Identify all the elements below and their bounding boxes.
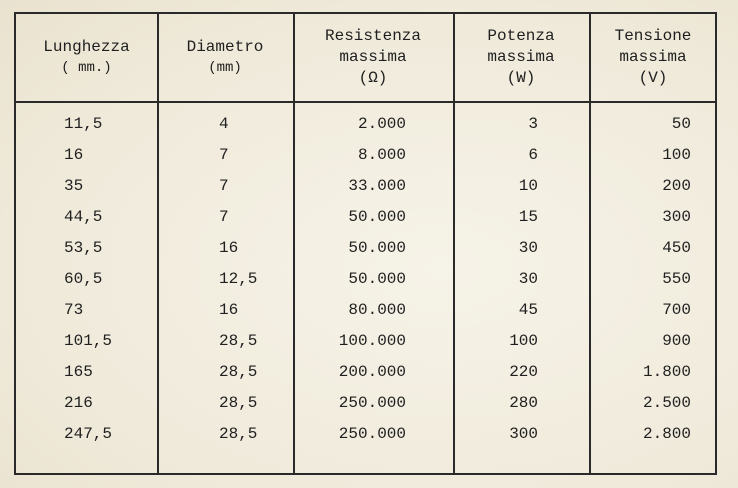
header-line: Lunghezza (43, 37, 130, 56)
cell-tensione: 200 (662, 177, 691, 195)
cell-tensione: 450 (662, 239, 691, 257)
header-line: massima (619, 48, 687, 66)
cell-diametro: 28,5 (219, 394, 258, 412)
cell-tensione: 50 (671, 115, 691, 133)
cell-resistenza: 50.000 (348, 270, 406, 288)
table-row (16, 177, 715, 208)
header-unit: ( mm.) (61, 59, 112, 76)
cell-diametro: 7 (219, 146, 229, 164)
cell-resistenza: 200.000 (338, 363, 406, 381)
cell-diametro: 28,5 (219, 332, 258, 350)
cell-resistenza: 33.000 (348, 177, 406, 195)
resistor-spec-table (14, 12, 717, 475)
header-divider (16, 101, 715, 103)
table-row (16, 425, 715, 456)
cell-lunghezza: 247,5 (64, 425, 113, 443)
cell-potenza: 15 (518, 208, 538, 226)
cell-potenza: 10 (518, 177, 538, 195)
cell-lunghezza: 73 (64, 301, 84, 319)
cell-potenza: 3 (528, 115, 538, 133)
cell-resistenza: 8.000 (357, 146, 406, 164)
cell-resistenza: 80.000 (348, 301, 406, 319)
table-row (16, 239, 715, 270)
header-line: Tensione (614, 27, 692, 45)
cell-diametro: 16 (219, 301, 239, 319)
cell-lunghezza: 44,5 (64, 208, 103, 226)
header-tensione (589, 14, 717, 101)
cell-resistenza: 250.000 (338, 394, 406, 412)
cell-tensione: 900 (662, 332, 691, 350)
header-unit: (mm) (208, 59, 242, 76)
header-unit: (Ω) (358, 69, 388, 87)
table-row (16, 270, 715, 301)
table-row (16, 115, 715, 146)
cell-lunghezza: 53,5 (64, 239, 103, 257)
cell-potenza: 280 (509, 394, 538, 412)
cell-tensione: 700 (662, 301, 691, 319)
cell-diametro: 7 (219, 177, 229, 195)
header-line: massima (487, 48, 555, 66)
table-row (16, 301, 715, 332)
cell-resistenza: 50.000 (348, 208, 406, 226)
header-diametro (157, 14, 293, 101)
header-line: Diametro (186, 37, 264, 56)
cell-diametro: 12,5 (219, 270, 258, 288)
header-resistenza (293, 14, 453, 101)
table-row (16, 332, 715, 363)
header-line: Potenza (487, 27, 555, 45)
table-body (16, 115, 715, 456)
cell-tensione: 2.800 (642, 425, 691, 443)
cell-potenza: 30 (518, 270, 538, 288)
header-line: massima (339, 48, 407, 66)
cell-resistenza: 50.000 (348, 239, 406, 257)
header-lunghezza (16, 14, 157, 101)
cell-lunghezza: 165 (64, 363, 93, 381)
cell-diametro: 16 (219, 239, 239, 257)
cell-tensione: 100 (662, 146, 691, 164)
cell-potenza: 100 (509, 332, 538, 350)
cell-potenza: 45 (518, 301, 538, 319)
header-unit: (W) (506, 69, 536, 87)
header-line: Resistenza (324, 27, 421, 45)
table-row (16, 208, 715, 239)
cell-diametro: 4 (219, 115, 229, 133)
cell-potenza: 220 (509, 363, 538, 381)
cell-diametro: 7 (219, 208, 229, 226)
cell-tensione: 550 (662, 270, 691, 288)
table-row (16, 363, 715, 394)
table-row (16, 146, 715, 177)
header-potenza (453, 14, 589, 101)
cell-potenza: 300 (509, 425, 538, 443)
cell-potenza: 30 (518, 239, 538, 257)
cell-tensione: 1.800 (642, 363, 691, 381)
cell-resistenza: 2.000 (357, 115, 406, 133)
cell-tensione: 2.500 (642, 394, 691, 412)
cell-resistenza: 100.000 (338, 332, 406, 350)
header-unit: (V) (638, 69, 668, 87)
cell-lunghezza: 101,5 (64, 332, 113, 350)
cell-diametro: 28,5 (219, 425, 258, 443)
cell-lunghezza: 216 (64, 394, 93, 412)
cell-lunghezza: 60,5 (64, 270, 103, 288)
cell-lunghezza: 35 (64, 177, 84, 195)
table-row (16, 394, 715, 425)
cell-lunghezza: 16 (64, 146, 84, 164)
cell-lunghezza: 11,5 (64, 115, 103, 133)
cell-potenza: 6 (528, 146, 538, 164)
cell-diametro: 28,5 (219, 363, 258, 381)
cell-resistenza: 250.000 (338, 425, 406, 443)
cell-tensione: 300 (662, 208, 691, 226)
